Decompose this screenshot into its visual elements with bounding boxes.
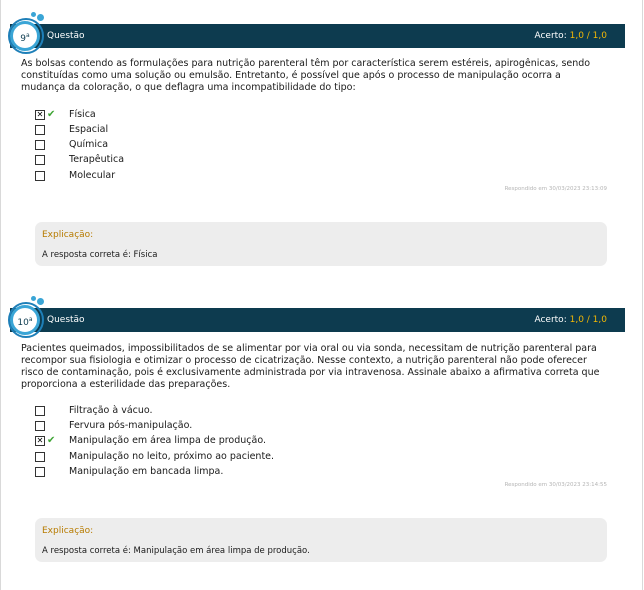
option-text: Fervura pós-manipulação.: [69, 420, 193, 431]
explanation-text: A resposta correta é: Manipulação em área limpa de produção.: [42, 546, 310, 556]
right-border: [642, 0, 643, 590]
empty-checkbox-icon[interactable]: [35, 467, 45, 477]
question-text: As bolsas contendo as formulações para nutrição parenteral têm por característica serem estéreis, apirogênicas, sendo constituídas como uma solução ou emulsão. Entretanto, é possível que após o processo de manipulação ocorra a mudança da coloração, o que deflagra uma incompatibilidade do tipo:: [21, 58, 591, 93]
question-header: [10, 308, 625, 332]
badge-dot-icon: [37, 14, 44, 21]
empty-checkbox-icon[interactable]: [35, 140, 45, 150]
x-box-icon[interactable]: ✕: [36, 110, 44, 119]
answered-timestamp: Respondido em 30/03/2023 23:13:09: [504, 186, 607, 192]
score-value: 1,0 / 1,0: [569, 31, 607, 41]
empty-checkbox-icon[interactable]: [35, 155, 45, 165]
option-text: Filtração à vácuo.: [69, 405, 153, 416]
badge-dot-icon: [31, 296, 36, 301]
option-text: Manipulação em área limpa de produção.: [69, 435, 266, 446]
green-check-icon: ✔: [47, 435, 56, 446]
explanation-box: [35, 518, 607, 562]
question-number-badge: [10, 305, 40, 335]
question-number: 9: [20, 34, 27, 44]
empty-checkbox-icon[interactable]: [35, 125, 45, 135]
option-text: Espacial: [69, 124, 109, 135]
empty-checkbox-icon[interactable]: [35, 452, 45, 462]
option-text: Terapêutica: [69, 154, 125, 165]
left-border: [0, 0, 1, 590]
option-text: Molecular: [69, 170, 116, 181]
score-label: Acerto:: [534, 315, 567, 325]
question-number-badge: [10, 21, 40, 51]
question-text: Pacientes queimados, impossibilitados de se alimentar por via oral ou via sonda, necessitam de nutrição parenteral para recompor sua fisiologia e otimizar o processo de cicatrização. Nesse contexto, a nutrição parenteral não pode oferecer risco de contaminação, pois é exclusivamente administrada por via intravenosa. Assinale abaixo a afirmativa correta que proporciona a esterilidade das preparações.: [21, 343, 600, 390]
option-text: Manipulação no leito, próximo ao paciente.: [69, 451, 275, 462]
score: [534, 24, 607, 48]
option-text: Manipulação em bancada limpa.: [69, 466, 224, 477]
question-label: Questão: [47, 31, 85, 41]
score-label: Acerto:: [534, 31, 567, 41]
question-number-suffix: a: [28, 316, 33, 323]
empty-checkbox-icon[interactable]: [35, 406, 45, 416]
question-number-suffix: a: [26, 32, 30, 39]
question-label: Questão: [47, 315, 85, 325]
score: [534, 308, 607, 332]
answered-timestamp: Respondido em 30/03/2023 23:14:55: [504, 482, 607, 488]
x-box-icon[interactable]: ✕: [36, 436, 44, 445]
green-check-icon: ✔: [47, 109, 56, 120]
score-value: 1,0 / 1,0: [569, 315, 607, 325]
question-header: [10, 24, 625, 48]
question-number: 10: [17, 318, 29, 328]
badge-dot-icon: [31, 12, 36, 17]
explanation-title: Explicação:: [42, 526, 94, 536]
explanation-text: A resposta correta é: Física: [42, 250, 158, 260]
empty-checkbox-icon[interactable]: [35, 421, 45, 431]
explanation-title: Explicação:: [42, 230, 94, 240]
explanation-box: [35, 222, 607, 266]
option-text: Física: [69, 109, 96, 120]
badge-dot-icon: [37, 298, 44, 305]
empty-checkbox-icon[interactable]: [35, 171, 45, 181]
option-text: Química: [69, 139, 109, 150]
